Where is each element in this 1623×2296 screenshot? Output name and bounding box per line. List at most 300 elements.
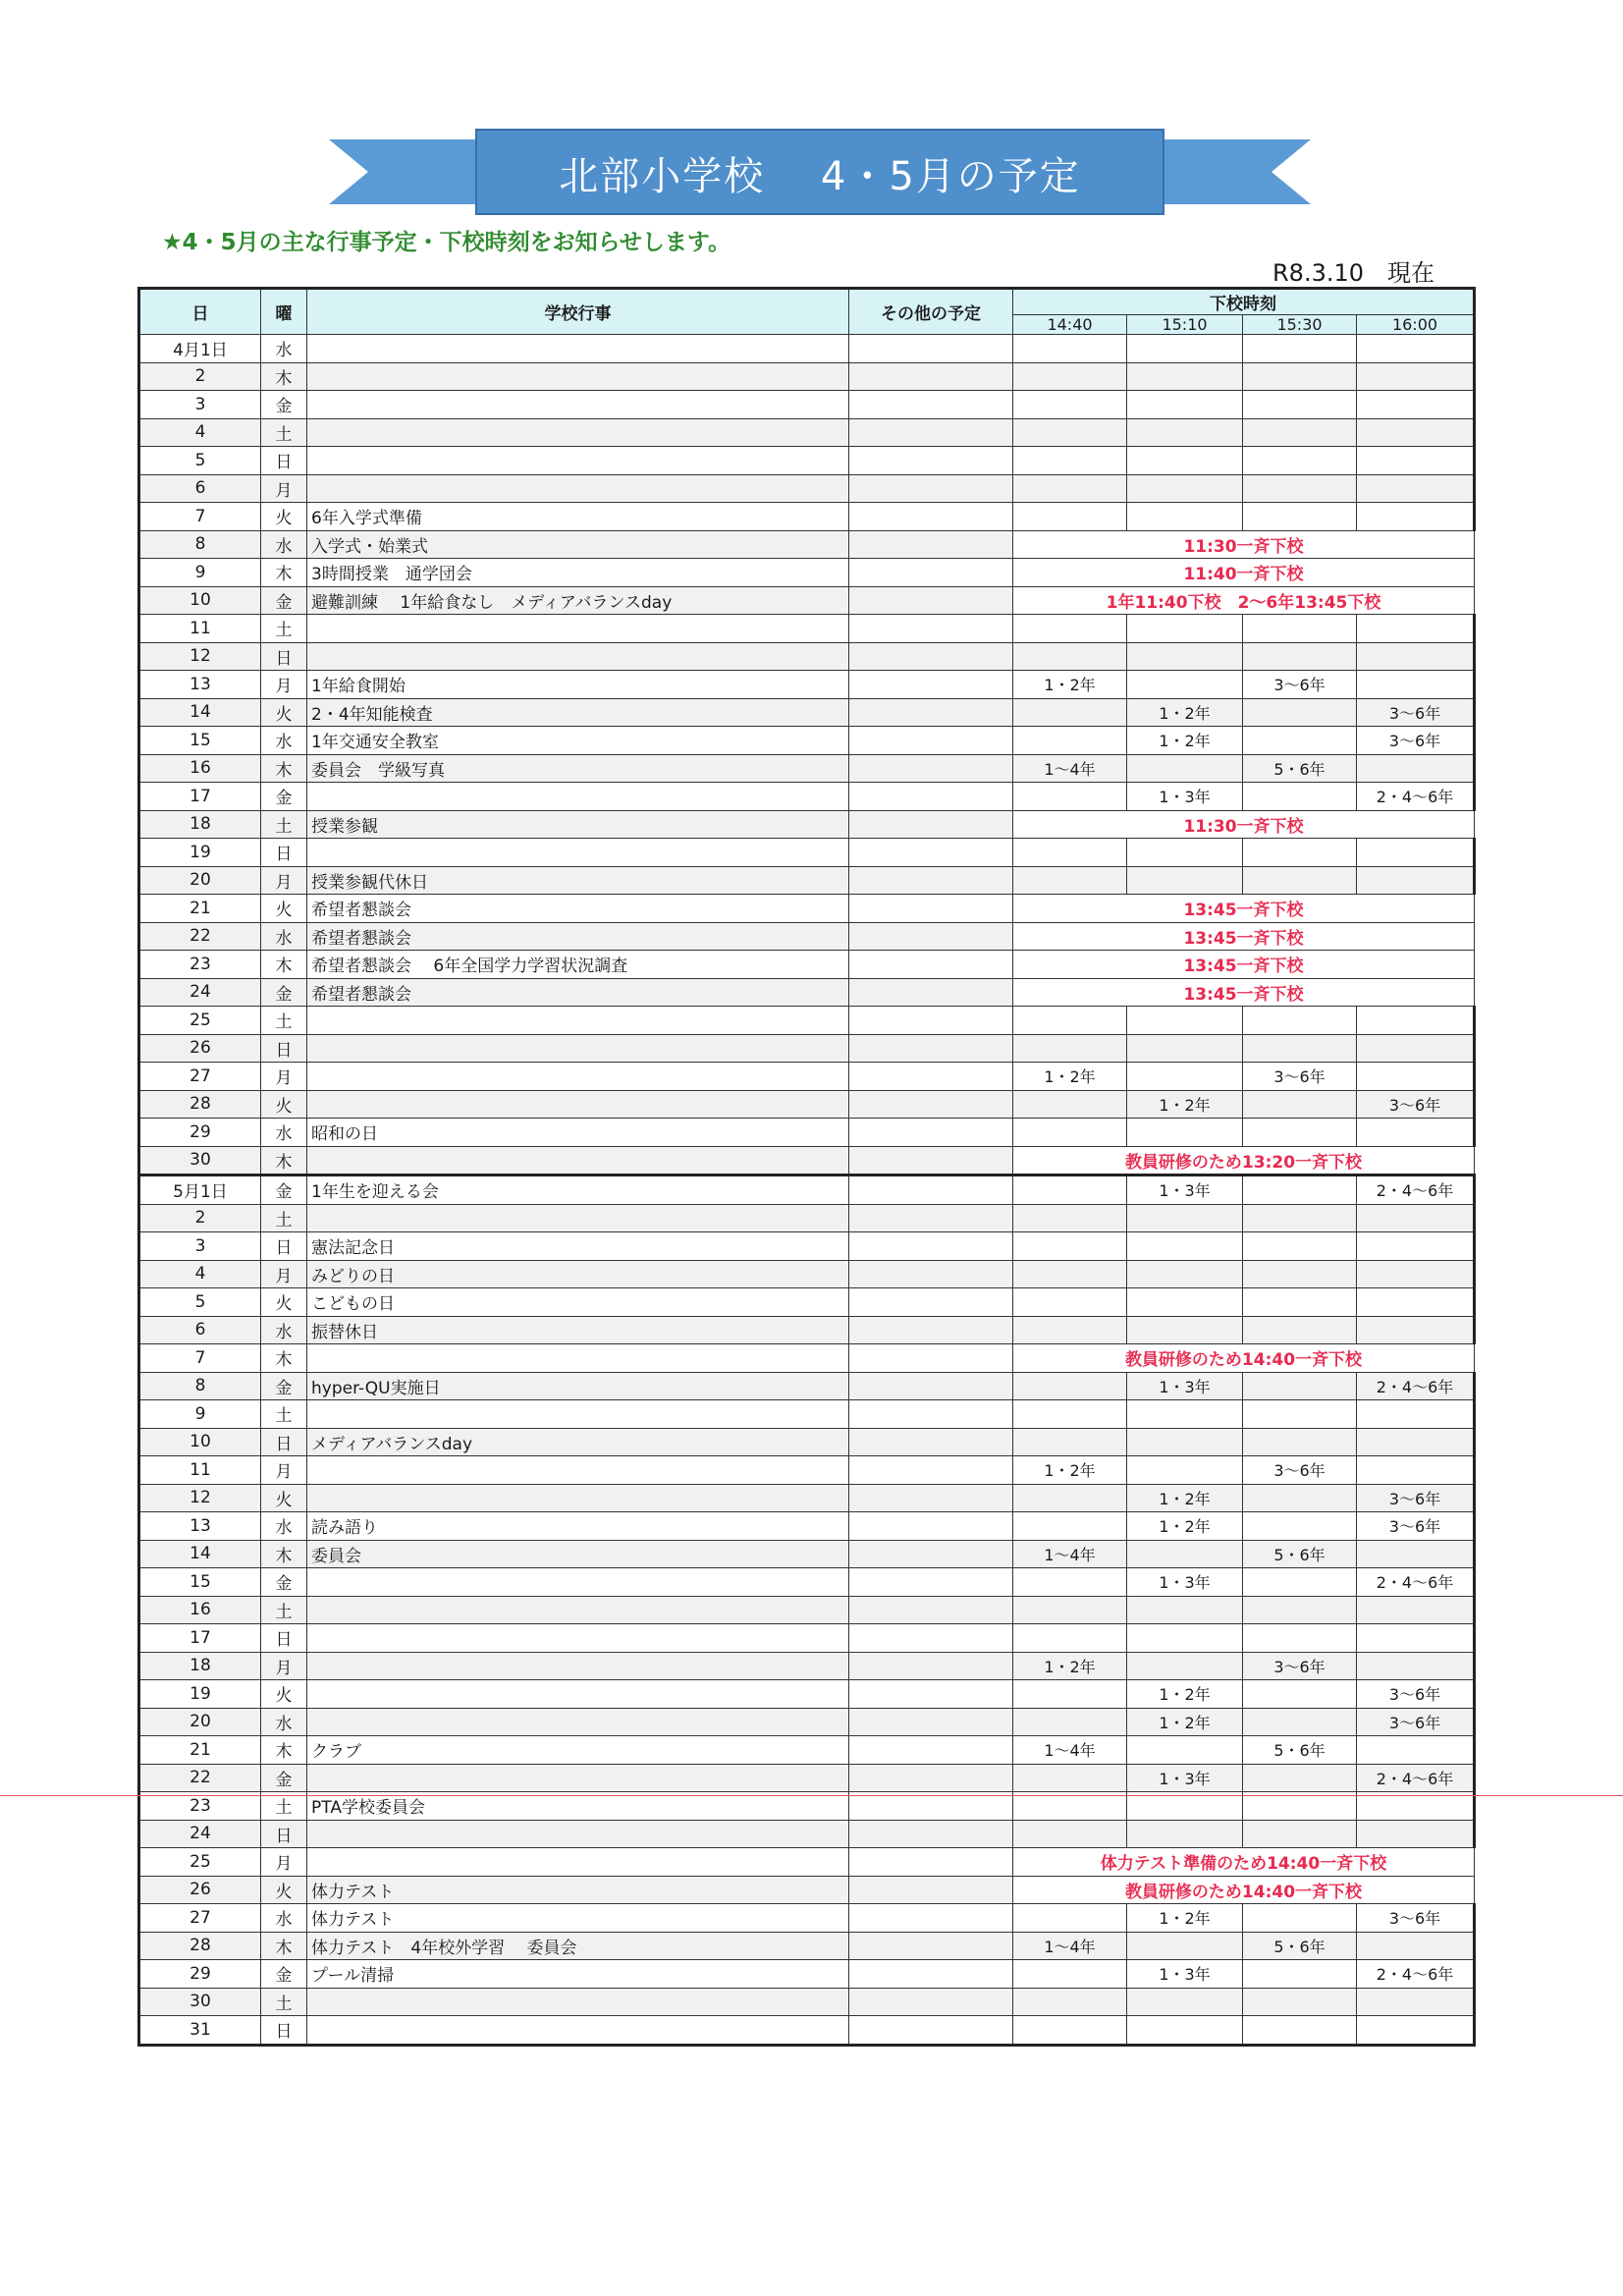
table-row (139, 754, 1475, 783)
event-cell (307, 1344, 849, 1373)
event-cell (307, 783, 849, 811)
table-row (139, 1400, 1475, 1429)
dismissal-cell (1127, 1232, 1243, 1261)
weekday-cell: 木 (261, 1736, 307, 1765)
event-cell: 希望者懇談会 (307, 895, 849, 923)
dismissal-cell: 1・2年 (1127, 727, 1243, 755)
dismissal-cell: 2・4～6年 (1357, 1960, 1475, 1989)
weekday-cell: 土 (261, 1596, 307, 1624)
dismissal-cell (1357, 1988, 1475, 2016)
weekday-cell: 木 (261, 559, 307, 587)
dismissal-cell (1243, 1988, 1357, 2016)
dismissal-cell (1357, 754, 1475, 783)
dismissal-cell: 1・2年 (1013, 1652, 1127, 1680)
date-cell: 11 (139, 1456, 261, 1485)
event-cell: 1年給食開始 (307, 671, 849, 699)
dismissal-cell (1013, 1708, 1127, 1736)
other-cell (849, 1540, 1013, 1568)
schedule-body (139, 335, 1475, 2046)
other-cell (849, 1512, 1013, 1541)
event-cell: 入学式・始業式 (307, 530, 849, 559)
dismissal-cell (1127, 754, 1243, 783)
dismissal-cell (1243, 1175, 1357, 1205)
table-row (139, 951, 1475, 979)
date-cell: 21 (139, 895, 261, 923)
table-row (139, 2016, 1475, 2046)
dismissal-cell (1127, 1820, 1243, 1848)
dismissal-cell (1127, 1736, 1243, 1765)
weekday-cell: 金 (261, 978, 307, 1007)
dismissal-cell: 1～4年 (1013, 1736, 1127, 1765)
dismissal-cell (1127, 615, 1243, 643)
table-row (139, 418, 1475, 447)
weekday-cell: 火 (261, 1090, 307, 1119)
event-cell: メディアバランスday (307, 1428, 849, 1456)
dismissal-cell (1127, 866, 1243, 895)
event-cell (307, 335, 849, 363)
other-cell (849, 783, 1013, 811)
dismissal-cell (1127, 1288, 1243, 1317)
event-cell (307, 1484, 849, 1512)
dismissal-note: 教員研修のため13:20一斉下校 (1013, 1146, 1475, 1175)
dismissal-cell (1357, 335, 1475, 363)
weekday-cell: 日 (261, 1428, 307, 1456)
table-row (139, 362, 1475, 391)
table-row (139, 474, 1475, 503)
event-cell: 6年入学式準備 (307, 503, 849, 531)
other-cell (849, 1652, 1013, 1680)
weekday-cell: 火 (261, 895, 307, 923)
date-cell: 10 (139, 586, 261, 615)
event-cell: 希望者懇談会 (307, 922, 849, 951)
dismissal-cell (1127, 391, 1243, 419)
dismissal-cell (1357, 1007, 1475, 1035)
event-cell (307, 1848, 849, 1877)
dismissal-cell (1357, 1260, 1475, 1288)
other-cell (849, 1820, 1013, 1848)
date-cell: 22 (139, 922, 261, 951)
other-cell (849, 1232, 1013, 1261)
dismissal-cell (1243, 2016, 1357, 2046)
weekday-cell: 水 (261, 1904, 307, 1933)
dismissal-cell (1013, 1960, 1127, 1989)
dismissal-cell (1127, 1932, 1243, 1960)
other-cell (849, 1596, 1013, 1624)
dismissal-cell (1013, 1624, 1127, 1653)
date-cell: 3 (139, 391, 261, 419)
dismissal-cell (1127, 362, 1243, 391)
weekday-cell: 水 (261, 1316, 307, 1344)
weekday-cell: 木 (261, 1146, 307, 1175)
other-cell (849, 866, 1013, 895)
dismissal-note: 1年11:40下校 2～6年13:45下校 (1013, 586, 1475, 615)
dismissal-cell: 1・2年 (1127, 1484, 1243, 1512)
weekday-cell: 水 (261, 727, 307, 755)
weekday-cell: 日 (261, 447, 307, 475)
weekday-cell: 日 (261, 1232, 307, 1261)
dismissal-cell (1127, 447, 1243, 475)
other-cell (849, 1960, 1013, 1989)
event-cell (307, 1204, 849, 1232)
date-cell: 25 (139, 1848, 261, 1877)
dismissal-cell (1013, 1428, 1127, 1456)
dismissal-cell (1357, 1540, 1475, 1568)
dismissal-cell: 2・4～6年 (1357, 1568, 1475, 1597)
event-cell: 3時間授業 通学団会 (307, 559, 849, 587)
event-cell (307, 1090, 849, 1119)
table-row (139, 783, 1475, 811)
dismissal-cell (1013, 698, 1127, 727)
dismissal-cell (1127, 1652, 1243, 1680)
date-cell: 14 (139, 1540, 261, 1568)
dismissal-cell (1357, 1624, 1475, 1653)
other-cell (849, 391, 1013, 419)
dismissal-cell: 1・3年 (1127, 783, 1243, 811)
dismissal-cell (1243, 335, 1357, 363)
dismissal-cell (1243, 615, 1357, 643)
dismissal-cell (1243, 1232, 1357, 1261)
weekday-cell: 金 (261, 1960, 307, 1989)
date-cell: 17 (139, 783, 261, 811)
other-cell (849, 1204, 1013, 1232)
dismissal-cell (1243, 839, 1357, 867)
dismissal-cell (1013, 1204, 1127, 1232)
date-cell: 5月1日 (139, 1175, 261, 1205)
weekday-cell: 月 (261, 1063, 307, 1091)
dismissal-cell (1013, 418, 1127, 447)
dismissal-cell (1357, 362, 1475, 391)
dismissal-note: 体力テスト準備のため14:40一斉下校 (1013, 1848, 1475, 1877)
dismissal-cell (1013, 1175, 1127, 1205)
dismissal-cell (1357, 866, 1475, 895)
other-cell (849, 447, 1013, 475)
event-cell (307, 1708, 849, 1736)
date-cell: 8 (139, 530, 261, 559)
event-cell (307, 1820, 849, 1848)
weekday-cell: 金 (261, 391, 307, 419)
other-cell (849, 1034, 1013, 1063)
weekday-cell: 土 (261, 418, 307, 447)
dismissal-cell: 3～6年 (1357, 1680, 1475, 1709)
other-cell (849, 418, 1013, 447)
table-row (139, 1848, 1475, 1877)
event-cell (307, 1988, 849, 2016)
table-row (139, 1568, 1475, 1597)
date-cell: 15 (139, 1568, 261, 1597)
date-cell: 12 (139, 1484, 261, 1512)
dismissal-cell (1357, 615, 1475, 643)
dismissal-cell (1127, 1007, 1243, 1035)
other-cell (849, 559, 1013, 587)
dismissal-cell (1243, 1596, 1357, 1624)
dismissal-cell (1127, 1988, 1243, 2016)
event-cell (307, 447, 849, 475)
event-cell: 1年交通安全教室 (307, 727, 849, 755)
dismissal-cell (1243, 1680, 1357, 1709)
weekday-cell: 水 (261, 530, 307, 559)
other-cell (849, 1624, 1013, 1653)
dismissal-cell (1243, 642, 1357, 671)
dismissal-cell: 1・2年 (1127, 1090, 1243, 1119)
event-cell (307, 1652, 849, 1680)
scan-line (0, 1795, 1623, 1796)
dismissal-cell (1013, 1988, 1127, 2016)
event-cell: 体力テスト 4年校外学習 委員会 (307, 1932, 849, 1960)
table-row (139, 1932, 1475, 1960)
title-banner (329, 128, 1311, 216)
table-row (139, 1007, 1475, 1035)
table-row (139, 698, 1475, 727)
dismissal-cell: 5・6年 (1243, 1932, 1357, 1960)
table-row (139, 1596, 1475, 1624)
event-cell (307, 362, 849, 391)
event-cell (307, 1680, 849, 1709)
date-cell: 4月1日 (139, 335, 261, 363)
table-row (139, 1260, 1475, 1288)
event-cell (307, 1456, 849, 1485)
dismissal-cell (1127, 474, 1243, 503)
dismissal-cell: 3～6年 (1357, 1484, 1475, 1512)
dismissal-cell (1013, 783, 1127, 811)
other-cell (849, 1680, 1013, 1709)
table-row (139, 1232, 1475, 1261)
weekday-cell: 月 (261, 1260, 307, 1288)
other-cell (849, 1063, 1013, 1091)
weekday-cell: 月 (261, 1456, 307, 1485)
date-cell: 13 (139, 1512, 261, 1541)
other-cell (849, 1090, 1013, 1119)
date-cell: 8 (139, 1372, 261, 1400)
event-cell (307, 1034, 849, 1063)
dismissal-cell (1357, 1596, 1475, 1624)
dismissal-cell (1127, 671, 1243, 699)
date-cell: 12 (139, 642, 261, 671)
dismissal-cell: 3～6年 (1357, 1708, 1475, 1736)
other-cell (849, 810, 1013, 839)
dismissal-cell (1243, 1764, 1357, 1792)
time-header: 15:10 (1127, 315, 1243, 335)
dismissal-cell (1127, 1456, 1243, 1485)
dismissal-cell (1357, 1119, 1475, 1147)
table-row (139, 530, 1475, 559)
date-cell: 17 (139, 1624, 261, 1653)
dismissal-cell (1013, 642, 1127, 671)
dismissal-cell: 5・6年 (1243, 1540, 1357, 1568)
table-row (139, 1484, 1475, 1512)
event-cell (307, 615, 849, 643)
dismissal-cell (1243, 1007, 1357, 1035)
other-cell (849, 951, 1013, 979)
table-row (139, 1456, 1475, 1485)
date-cell: 26 (139, 1876, 261, 1904)
time-header: 14:40 (1013, 315, 1127, 335)
dismissal-cell (1243, 1288, 1357, 1317)
date-cell: 4 (139, 1260, 261, 1288)
dismissal-cell (1243, 391, 1357, 419)
dismissal-cell: 3～6年 (1243, 1652, 1357, 1680)
dismissal-cell (1357, 1820, 1475, 1848)
table-row (139, 642, 1475, 671)
weekday-cell: 水 (261, 1119, 307, 1147)
table-row (139, 1988, 1475, 2016)
event-cell: 避難訓練 1年給食なし メディアバランスday (307, 586, 849, 615)
event-cell (307, 391, 849, 419)
weekday-cell: 金 (261, 1568, 307, 1597)
table-row (139, 1960, 1475, 1989)
table-row (139, 559, 1475, 587)
dismissal-note: 11:30一斉下校 (1013, 530, 1475, 559)
dismissal-cell: 1・3年 (1127, 1175, 1243, 1205)
event-cell (307, 1400, 849, 1429)
weekday-cell: 月 (261, 866, 307, 895)
dismissal-cell (1013, 1484, 1127, 1512)
table-row (139, 1680, 1475, 1709)
date-cell: 29 (139, 1119, 261, 1147)
other-cell (849, 1876, 1013, 1904)
dismissal-cell: 1・3年 (1127, 1764, 1243, 1792)
date-cell: 30 (139, 1988, 261, 2016)
table-row (139, 1146, 1475, 1175)
weekday-cell: 火 (261, 1288, 307, 1317)
dismissal-cell: 5・6年 (1243, 1736, 1357, 1765)
dismissal-cell (1127, 1596, 1243, 1624)
weekday-cell: 土 (261, 1007, 307, 1035)
table-row (139, 586, 1475, 615)
dismissal-cell: 3～6年 (1357, 727, 1475, 755)
date-cell: 14 (139, 698, 261, 727)
table-row (139, 503, 1475, 531)
dismissal-cell (1243, 362, 1357, 391)
dismissal-cell (1127, 1400, 1243, 1429)
dismissal-cell (1013, 1232, 1127, 1261)
dismissal-cell (1127, 2016, 1243, 2046)
date-cell: 20 (139, 866, 261, 895)
page-title: 北部小学校 4・5月の予定 (559, 154, 1081, 199)
date-cell: 28 (139, 1090, 261, 1119)
dismissal-cell: 1・2年 (1127, 1708, 1243, 1736)
dismissal-cell (1127, 1260, 1243, 1288)
dismissal-cell (1357, 1736, 1475, 1765)
date-cell: 20 (139, 1708, 261, 1736)
dismissal-cell (1243, 698, 1357, 727)
dismissal-note: 13:45一斉下校 (1013, 951, 1475, 979)
dismissal-cell: 1・3年 (1127, 1960, 1243, 1989)
weekday-cell: 木 (261, 1540, 307, 1568)
dismissal-cell (1013, 2016, 1127, 2046)
other-cell (849, 1400, 1013, 1429)
dismissal-cell (1013, 1596, 1127, 1624)
table-row (139, 727, 1475, 755)
dismissal-cell (1013, 335, 1127, 363)
dismissal-cell (1013, 727, 1127, 755)
dismissal-cell (1243, 1260, 1357, 1288)
date-cell: 11 (139, 615, 261, 643)
event-cell: 授業参観代休日 (307, 866, 849, 895)
date-cell: 13 (139, 671, 261, 699)
event-cell: 1年生を迎える会 (307, 1175, 849, 1205)
dismissal-cell: 1・2年 (1127, 1680, 1243, 1709)
dismissal-cell (1013, 866, 1127, 895)
dismissal-cell (1243, 866, 1357, 895)
weekday-cell: 水 (261, 922, 307, 951)
date-cell: 18 (139, 1652, 261, 1680)
dismissal-cell (1357, 2016, 1475, 2046)
weekday-cell: 金 (261, 783, 307, 811)
other-cell (849, 1988, 1013, 2016)
dismissal-cell (1013, 839, 1127, 867)
dismissal-note: 13:45一斉下校 (1013, 922, 1475, 951)
other-cell (849, 362, 1013, 391)
other-cell (849, 1932, 1013, 1960)
date-cell: 22 (139, 1764, 261, 1792)
date-cell: 31 (139, 2016, 261, 2046)
time-header: 16:00 (1357, 315, 1475, 335)
date-cell: 16 (139, 1596, 261, 1624)
date-cell: 10 (139, 1428, 261, 1456)
other-cell (849, 503, 1013, 531)
weekday-cell: 日 (261, 839, 307, 867)
dismissal-cell (1127, 642, 1243, 671)
date-cell: 16 (139, 754, 261, 783)
event-cell: 希望者懇談会 6年全国学力学習状況調査 (307, 951, 849, 979)
event-cell: 振替休日 (307, 1316, 849, 1344)
table-row (139, 810, 1475, 839)
table-row (139, 1288, 1475, 1317)
dismissal-cell (1127, 839, 1243, 867)
other-cell (849, 727, 1013, 755)
table-row (139, 1820, 1475, 1848)
dismissal-cell (1127, 1119, 1243, 1147)
other-cell (849, 839, 1013, 867)
weekday-cell: 火 (261, 698, 307, 727)
col-header-other: その他の予定 (849, 289, 1013, 335)
event-cell: プール清掃 (307, 1960, 849, 1989)
weekday-cell: 火 (261, 503, 307, 531)
other-cell (849, 922, 1013, 951)
table-row (139, 1372, 1475, 1400)
as-of-date: R8.3.10 現在 (1272, 259, 1435, 287)
dismissal-cell: 3～6年 (1357, 1512, 1475, 1541)
other-cell (849, 615, 1013, 643)
dismissal-cell (1243, 1568, 1357, 1597)
other-cell (849, 1764, 1013, 1792)
event-cell: 授業参観 (307, 810, 849, 839)
dismissal-cell (1127, 1063, 1243, 1091)
date-cell: 2 (139, 362, 261, 391)
table-row (139, 671, 1475, 699)
dismissal-cell: 2・4～6年 (1357, 783, 1475, 811)
weekday-cell: 月 (261, 1848, 307, 1877)
other-cell (849, 1175, 1013, 1205)
event-cell: 委員会 (307, 1540, 849, 1568)
table-row (139, 1624, 1475, 1653)
other-cell (849, 1484, 1013, 1512)
table-row (139, 1204, 1475, 1232)
dismissal-cell (1013, 1316, 1127, 1344)
event-cell: 体力テスト (307, 1904, 849, 1933)
dismissal-note: 11:40一斉下校 (1013, 559, 1475, 587)
dismissal-cell (1357, 1316, 1475, 1344)
dismissal-note: 13:45一斉下校 (1013, 978, 1475, 1007)
dismissal-cell (1357, 503, 1475, 531)
date-cell: 7 (139, 1344, 261, 1373)
weekday-cell: 金 (261, 586, 307, 615)
dismissal-cell (1013, 474, 1127, 503)
date-cell: 5 (139, 1288, 261, 1317)
weekday-cell: 日 (261, 642, 307, 671)
weekday-cell: 金 (261, 1372, 307, 1400)
table-row (139, 1175, 1475, 1205)
